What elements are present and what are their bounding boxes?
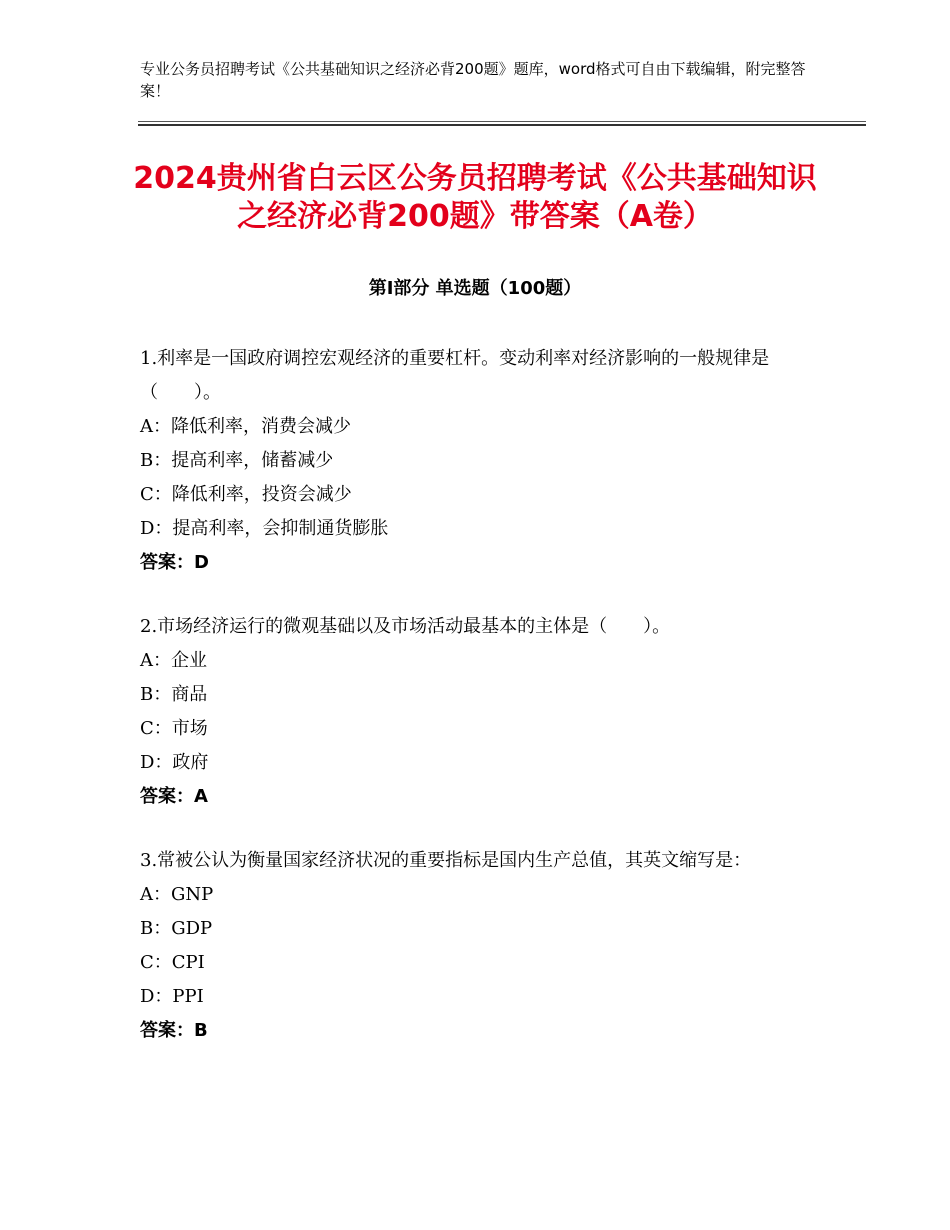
header-divider-thick <box>138 124 866 126</box>
question-list <box>140 342 820 1078</box>
option-b: B：GDP <box>140 918 213 939</box>
option-a: A：GNP <box>140 884 214 905</box>
option-b: B：提高利率，储蓄减少 <box>140 450 334 471</box>
document-title: 2024贵州省白云区公务员招聘考试《公共基础知识之经济必背200题》带答案（A卷） <box>133 161 817 234</box>
question-stem: 1.利率是一国政府调控宏观经济的重要杠杆。变动利率对经济影响的一般规律是（ ）。 <box>140 348 770 403</box>
question-stem: 2.市场经济运行的微观基础以及市场活动最基本的主体是（ ）。 <box>140 616 671 637</box>
answer: 答案：A <box>140 786 208 807</box>
answer: 答案：B <box>140 1020 208 1041</box>
answer: 答案：D <box>140 552 209 573</box>
option-c: C：市场 <box>140 718 208 739</box>
header-divider-thin <box>138 121 866 122</box>
option-a: A：降低利率，消费会减少 <box>140 416 351 437</box>
option-a: A：企业 <box>140 650 207 671</box>
section-title: 第Ⅰ部分 单选题（100题） <box>368 278 582 299</box>
question-3 <box>140 844 820 1048</box>
option-b: B：商品 <box>140 684 208 705</box>
option-c: C：降低利率，投资会减少 <box>140 484 352 505</box>
question-1 <box>140 342 820 580</box>
option-c: C：CPI <box>140 952 205 973</box>
option-d: D：提高利率，会抑制通货膨胀 <box>140 518 389 539</box>
option-d: D：政府 <box>140 752 209 773</box>
question-2 <box>140 610 820 814</box>
option-d: D：PPI <box>140 986 204 1007</box>
question-stem: 3.常被公认为衡量国家经济状况的重要指标是国内生产总值，其英文缩写是： <box>140 850 752 871</box>
header-note: 专业公务员招聘考试《公共基础知识之经济必背200题》题库，word格式可自由下载编辑，附完整答案！ <box>140 60 806 100</box>
